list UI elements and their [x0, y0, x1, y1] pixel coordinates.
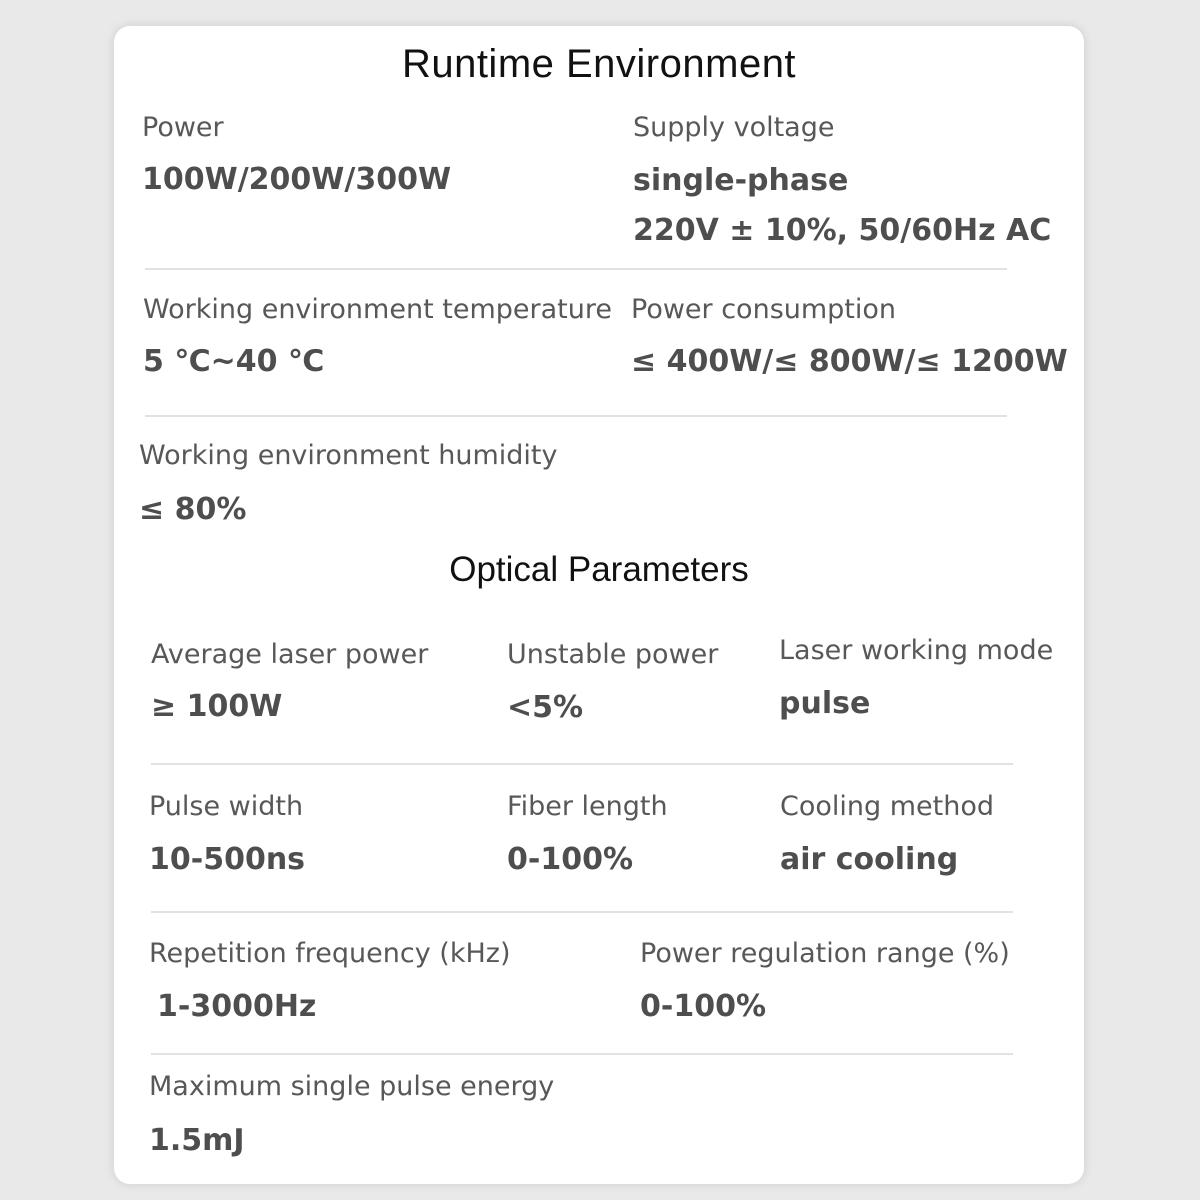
pulse-width-label: Pulse width	[149, 791, 304, 822]
humidity-value: ≤ 80%	[139, 492, 247, 527]
temperature-label: Working environment temperature	[143, 294, 612, 325]
pulse-energy-value: 1.5mJ	[149, 1123, 245, 1158]
divider	[151, 911, 1013, 913]
pulse-energy-label: Maximum single pulse energy	[149, 1071, 555, 1102]
power-value: 100W/200W/300W	[142, 162, 452, 197]
fiber-length-label: Fiber length	[507, 791, 668, 822]
supply-voltage-value-line1: single-phase	[633, 163, 849, 198]
divider	[145, 415, 1007, 417]
pulse-width-value: 10-500ns	[149, 842, 306, 877]
temperature-value: 5 ℃~40 ℃	[143, 344, 325, 379]
spec-card	[114, 26, 1084, 1184]
divider	[151, 1053, 1013, 1055]
power-consumption-value: ≤ 400W/≤ 800W/≤ 1200W	[631, 344, 1068, 379]
repetition-frequency-value: 1-3000Hz	[157, 989, 317, 1024]
power-label: Power	[142, 112, 224, 143]
divider	[151, 763, 1013, 765]
power-consumption-label: Power consumption	[631, 294, 897, 325]
unstable-power-value: <5%	[507, 690, 584, 725]
cooling-method-label: Cooling method	[780, 791, 994, 822]
supply-voltage-label: Supply voltage	[633, 112, 835, 143]
working-mode-label: Laser working mode	[779, 635, 1054, 666]
unstable-power-label: Unstable power	[507, 639, 719, 670]
supply-voltage-value-line2: 220V ± 10%, 50/60Hz AC	[633, 213, 1052, 248]
power-regulation-value: 0-100%	[640, 989, 767, 1024]
divider	[145, 268, 1007, 270]
working-mode-value: pulse	[779, 686, 871, 721]
fiber-length-value: 0-100%	[507, 842, 634, 877]
avg-laser-power-label: Average laser power	[151, 639, 429, 670]
avg-laser-power-value: ≥ 100W	[151, 689, 283, 724]
runtime-section-title: Runtime Environment	[401, 42, 797, 86]
cooling-method-value: air cooling	[780, 842, 959, 877]
repetition-frequency-label: Repetition frequency (kHz)	[149, 938, 511, 969]
power-regulation-label: Power regulation range (%)	[640, 938, 1010, 969]
optical-section-title: Optical Parameters	[449, 550, 749, 589]
humidity-label: Working environment humidity	[139, 440, 558, 471]
